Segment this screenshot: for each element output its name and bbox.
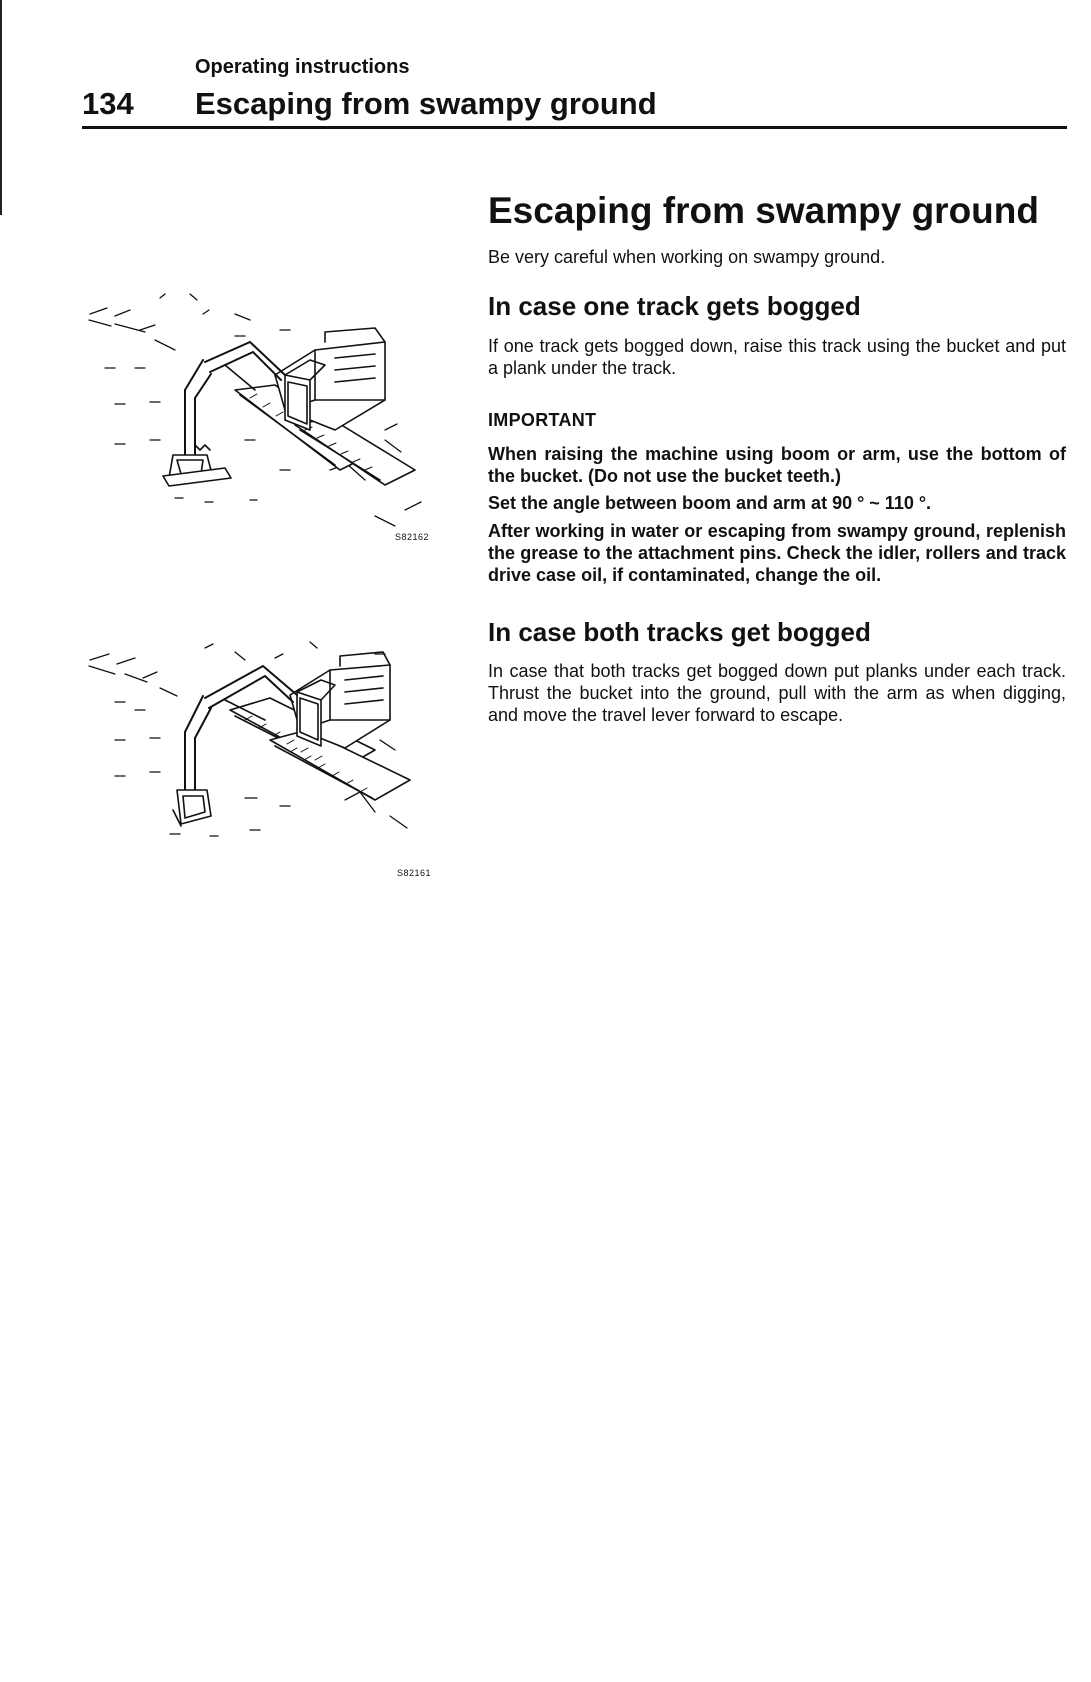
intro-paragraph: Be very careful when working on swampy ground.: [488, 247, 886, 267]
header-rule: [82, 126, 1067, 129]
figure-both-tracks-bogged: [85, 640, 455, 885]
important-item: After working in water or escaping from swampy ground, replenish the grease to the attachment pins. Check the idler, rollers and track drive case oil, if contaminated, change the oil.: [488, 521, 1066, 585]
section-heading-one-track: In case one track gets bogged: [488, 291, 861, 321]
main-content: [488, 188, 1066, 726]
page-binding-line: [0, 0, 2, 215]
important-label: IMPORTANT: [488, 410, 597, 430]
section-heading-both-tracks: In case both tracks get bogged: [488, 617, 871, 647]
running-header-title: Escaping from swampy ground: [195, 86, 657, 121]
page-number: 134: [82, 86, 134, 121]
figure-one-track-bogged: [85, 280, 455, 550]
important-item: When raising the machine using boom or arm, use the bottom of the bucket. (Do not use the bucket teeth.): [488, 444, 1066, 486]
page-title: Escaping from swampy ground: [488, 190, 1039, 231]
figure-code: S82161: [397, 868, 432, 878]
excavator-both-tracks-bogged-illustration: [85, 640, 455, 885]
important-item: Set the angle between boom and arm at 90 ° ~ 110 °.: [488, 493, 932, 513]
paragraph-both-tracks: In case that both tracks get bogged down put planks under each track. Thrust the bucket into the ground, pull with the arm as when digging, and move the travel lever forward to escape.: [488, 661, 1066, 725]
figure-code: S82162: [395, 532, 430, 542]
excavator-one-track-raised-illustration: [85, 280, 455, 550]
paragraph-one-track: If one track gets bogged down, raise this track using the bucket and put a plank under the track.: [488, 336, 1066, 378]
running-header-section: Operating instructions: [195, 56, 410, 78]
